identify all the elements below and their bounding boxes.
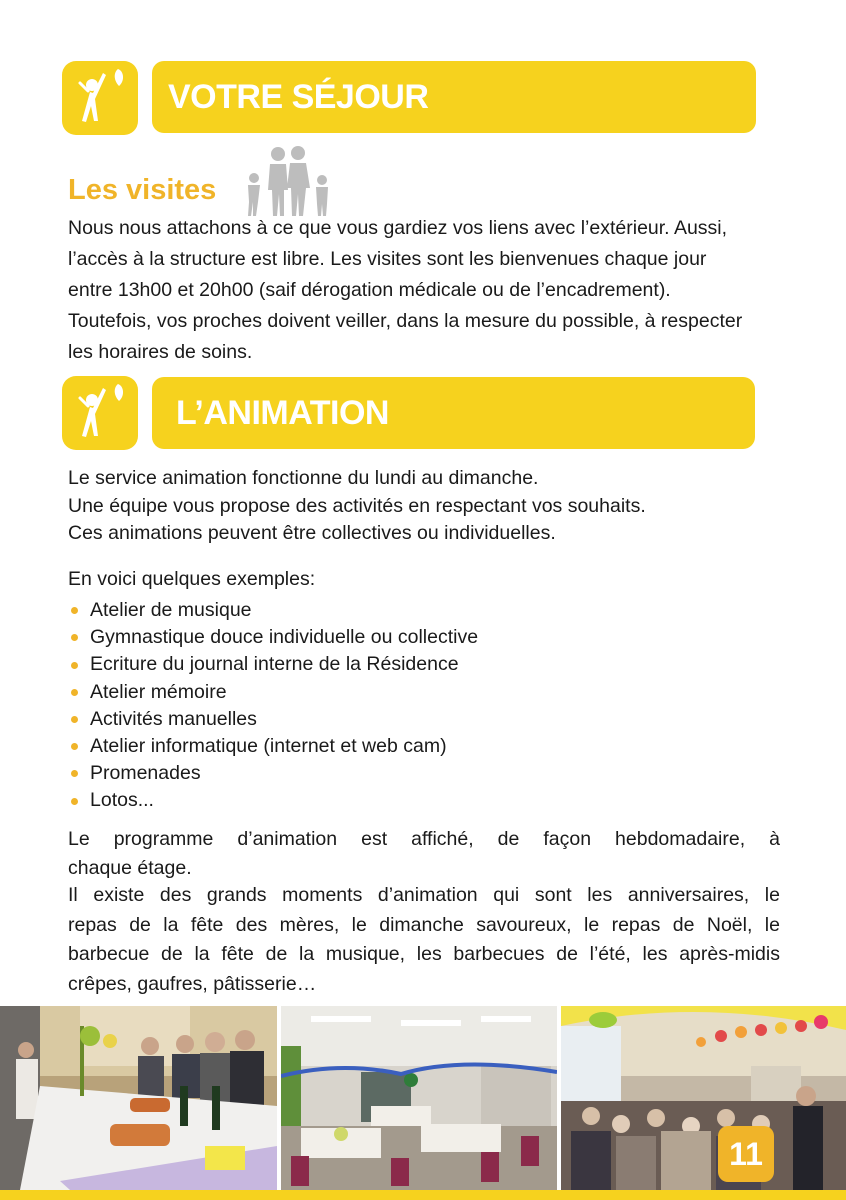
list-item: Atelier mémoire (68, 679, 478, 706)
moments-line: Il existe des grands moments d’animation qui sont les anniversaires, le (68, 884, 780, 906)
programme-paragraph (68, 825, 780, 883)
moments-line: crêpes, gaufres, pâtisserie… (68, 972, 317, 995)
visits-heading: Les visites (68, 174, 217, 206)
residence-logo (62, 61, 138, 135)
list-item: Activités manuelles (68, 706, 478, 733)
visits-line: Nous nous attachons à ce que vous gardiez vos liens avec l’extérieur. Aussi, (68, 217, 728, 239)
residence-logo (62, 376, 138, 450)
programme-line: Le programme d’animation est affiché, de façon hebdomadaire, à (68, 828, 780, 850)
bullet-icon (71, 662, 78, 669)
moments-line: barbecue de la fête de la musique, les barbecues de l’été, les après-midis (68, 943, 780, 965)
animation-intro-line: Le service animation fonctionne du lundi au dimanche. (68, 467, 539, 489)
visits-line: entre 13h00 et 20h00 (saif dérogation médicale ou de l’encadrement). (68, 279, 671, 301)
bottom-accent-bar (0, 1190, 846, 1200)
person-leaf-icon (62, 61, 138, 135)
animation-intro-line: Une équipe vous propose des activités en respectant vos souhaits. (68, 494, 646, 517)
bullet-icon (71, 743, 78, 750)
visits-line: Toutefois, vos proches doivent veiller, dans la mesure du possible, à respecter (68, 310, 743, 332)
list-item: Atelier de musique (68, 597, 478, 624)
animation-intro (68, 465, 780, 548)
programme-line: chaque étage. (68, 857, 192, 879)
list-item: Atelier informatique (internet et web cam) (68, 733, 478, 760)
section-banner-sejour (152, 61, 756, 133)
bullet-icon (71, 634, 78, 641)
bullet-icon (71, 607, 78, 614)
family-icon (240, 144, 336, 218)
page-number: 11 (718, 1126, 774, 1182)
photo-celebration (561, 1006, 846, 1190)
bullet-icon (71, 689, 78, 696)
list-item: Lotos... (68, 787, 478, 814)
section-title: L’ANIMATION (176, 393, 389, 432)
section-banner-animation (152, 377, 755, 449)
bullet-icon (71, 770, 78, 777)
visits-line: les horaires de soins. (68, 341, 253, 363)
list-item: Ecriture du journal interne de la Résidence (68, 651, 478, 678)
animation-intro-line: Ces animations peuvent être collectives ou individuelles. (68, 522, 556, 544)
photo-dining-room (281, 1006, 557, 1190)
moments-paragraph (68, 881, 780, 999)
visits-line: l’accès à la structure est libre. Les visites sont les bienvenues chaque jour (68, 248, 707, 270)
examples-list (68, 597, 478, 815)
photo-buffet (0, 1006, 277, 1190)
visits-paragraph (68, 213, 780, 368)
section-title: VOTRE SÉJOUR (168, 77, 429, 116)
examples-label: En voici quelques exemples: (68, 568, 316, 590)
person-leaf-icon (62, 376, 138, 450)
moments-line: repas de la fête des mères, le dimanche savoureux, le repas de Noël, le (68, 913, 780, 936)
bullet-icon (71, 798, 78, 805)
list-item: Promenades (68, 760, 478, 787)
list-item: Gymnastique douce individuelle ou collective (68, 624, 478, 651)
bullet-icon (71, 716, 78, 723)
